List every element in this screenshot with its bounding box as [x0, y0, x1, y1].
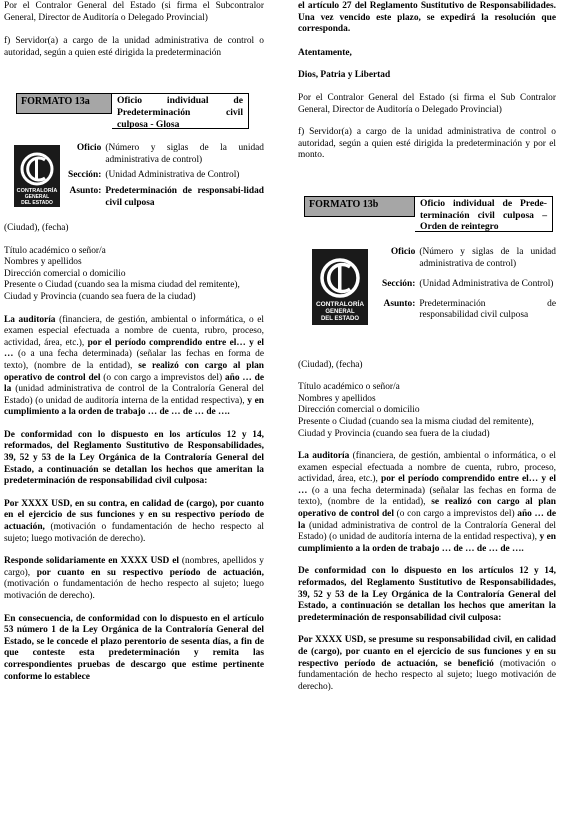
- recipient-province: Ciudad y Provincia (cuando sea fuera de la ciudad): [4, 291, 196, 302]
- formato-title: Oficio individual de Prede-terminación civil culposa – Orden de reintegro: [415, 196, 553, 232]
- letter-header: [4, 143, 264, 212]
- oficio-label: Oficio: [76, 143, 102, 154]
- oficio-label: Oficio: [390, 246, 416, 257]
- recipient-title: Título académico o señor/a: [298, 382, 400, 393]
- paragraph-auditoria: La auditoría (financiera, de gestión, ambiental o informática, o el examen especial efectuada a nombre de cuenta, rubro, proceso, actividad, área, etc.), por el período comprendido entre el… y el … (o a una fecha determinada) (señalar las fechas en forma de texto), (nombre de la entidad), se realizó con cargo al plan operativo de control del (o con cargo a imprevistos del) año … de la (unidad administrativa de control de la Contraloría General del Estado) (o unidad de auditoría interna de la entidad respectiva), y en cumplimiento a la orden de trabajo … de … de … de ….: [298, 451, 557, 554]
- formato-label: FORMATO 13a: [16, 93, 112, 114]
- asunto-value: Predeterminación de responsabi-lidad civil culposa: [105, 185, 264, 208]
- recipient-name: Nombres y apellidos: [4, 257, 82, 268]
- formato-13a-box: [16, 93, 264, 129]
- asunto-label: Asunto:: [69, 185, 102, 196]
- asunto-value: Predeterminación de responsabilidad civil culposa: [419, 298, 556, 321]
- ciudad-fecha: (Ciudad), (fecha): [298, 359, 363, 370]
- seccion-value: (Unidad Administrativa de Control): [105, 170, 240, 181]
- paragraph-por-xxxx: Por XXXX USD, se presume su responsabilidad civil, en calidad de (cargo), por cuanto en el ejercicio de sus funciones y en su respectivo período de actuación, se benefició (motivación o fundamentación de hecho respecto al sujeto; luego motivación de derecho).: [298, 635, 556, 692]
- recipient-block: [298, 382, 556, 440]
- firma-line: Por el Contralor General del Estado (si firma el Subcontralor General, Director de Auditoría o Delegado Provincial): [4, 1, 264, 23]
- servidor-line: f) Servidor(a) a cargo de la unidad administrativa de control o autoridad, según a quien esté dirigida la predeterminación y por el monto.: [298, 127, 556, 161]
- recipient-province: Ciudad y Provincia (cuando sea fuera de la ciudad): [298, 428, 490, 439]
- continuation-paragraph: el artículo 27 del Reglamento Sustitutivo de Responsabilidades. Una vez vencido este plazo, se expedirá la resolución que corresponda.: [298, 1, 556, 35]
- seccion-value: (Unidad Administrativa de Control): [419, 278, 554, 289]
- paragraph-solidariamente: Responde solidariamente en XXXX USD el (nombres, apellidos y cargo), por cuanto en su respectivo período de actuación, (motivación o fundamentación de hecho respecto al sujeto; luego motivación de derecho).: [4, 556, 264, 601]
- svg-text:DEL ESTADO: DEL ESTADO: [320, 315, 360, 322]
- svg-text:GENERAL: GENERAL: [24, 194, 50, 201]
- recipient-name: Nombres y apellidos: [298, 393, 376, 404]
- seccion-label: Sección:: [68, 170, 102, 181]
- paragraph-consecuencia: En consecuencia, de conformidad con lo dispuesto en el artículo 53 número 1 de la Ley Orgánica de la Contraloría General del Estado, se le concede el plazo perentorio de sesenta días, a fin de que conteste esta predeterminación y remita las correspondientes pruebas de descargo que estime pertinente conforme lo establece: [4, 613, 264, 682]
- paragraph-conformidad: De conformidad con lo dispuesto en los artículos 12 y 14, reformados, del Reglamento Sustitutivo de Responsabilidades, 39, 52 y 53 de la Ley Orgánica de la Contraloría General del Estado, a continuación se detallan los hechos que ameritan la predeterminación de responsabilidad civil culposa:: [298, 566, 556, 623]
- recipient-block: [4, 246, 264, 304]
- firma-line: Por el Contralor General del Estado (si firma el Sub Contralor General, Director de Auditoría o Delegado Provincial): [298, 92, 556, 115]
- contraloria-logo-icon: [312, 249, 368, 330]
- seccion-label: Sección:: [382, 278, 416, 289]
- dios-patria-libertad: Dios, Patria y Libertad: [298, 70, 391, 81]
- atentamente: Atentamente,: [298, 47, 352, 58]
- right-column: [298, 0, 556, 693]
- formato-title: Oficio individual de Predeterminación civil culposa - Glosa: [112, 93, 249, 129]
- paragraph-auditoria: La auditoría (financiera, de gestión, ambiental o informática, o el examen especial efectuada a nombre de cuenta, rubro, proceso, actividad, área, etc.), por el período comprendido entre el… y el … (o a una fecha determinada) (señalar las fechas en forma de texto), (nombre de la entidad), se realizó con cargo al plan operativo de control del (o con cargo a imprevistos del) año … de la (unidad administrativa de control de la Contraloría General del Estado) (o unidad de auditoría interna de la entidad respectiva), y en cumplimiento a la orden de trabajo … de … de … de ….: [4, 314, 265, 418]
- oficio-value: (Número y siglas de la unidad administrativa de control): [419, 246, 556, 269]
- asunto-label: Asunto:: [383, 298, 416, 309]
- recipient-address: Dirección comercial o domicilio: [4, 268, 126, 279]
- svg-text:CONTRALORÍA: CONTRALORÍA: [16, 188, 58, 195]
- svg-text:GENERAL: GENERAL: [325, 308, 355, 315]
- header-fields: [68, 143, 264, 212]
- paragraph-conformidad: De conformidad con lo dispuesto en los artículos 12 y 14, reformados, del Reglamento Sustitutivo de Responsabilidades, 39, 52 y 53 de la Ley Orgánica de la Contraloría General del Estado, a continuación se detallan los hechos que ameritan la predeterminación de responsabilidad civil culposa:: [4, 429, 264, 487]
- formato-13b-box: [304, 196, 556, 232]
- svg-text:DEL ESTADO: DEL ESTADO: [21, 200, 53, 207]
- formato-label: FORMATO 13b: [304, 196, 415, 217]
- oficio-value: (Número y siglas de la unidad administrativa de control): [105, 143, 264, 165]
- letter-header: [298, 247, 556, 330]
- header-fields: [382, 247, 556, 330]
- contraloria-logo-icon: [14, 145, 60, 212]
- servidor-line: f) Servidor(a) a cargo de la unidad administrativa de control o autoridad, según a quien esté dirigida la predeterminación: [4, 36, 264, 58]
- paragraph-por-xxxx: Por XXXX USD, en su contra, en calidad de (cargo), por cuanto en el ejercicio de sus funciones y en su respectivo período de actuación, (motivación o fundamentación de hecho respecto al sujeto; luego motivación de derecho).: [4, 498, 264, 544]
- left-column: [4, 0, 264, 683]
- recipient-city: Presente o Ciudad (cuando sea la misma ciudad del remitente),: [4, 280, 240, 291]
- recipient-title: Título académico o señor/a: [4, 245, 106, 256]
- ciudad-fecha: (Ciudad), (fecha): [4, 222, 69, 233]
- svg-text:CONTRALORÍA: CONTRALORÍA: [315, 300, 365, 308]
- recipient-city: Presente o Ciudad (cuando sea la misma ciudad del remitente),: [298, 416, 534, 427]
- recipient-address: Dirección comercial o domicilio: [298, 405, 420, 416]
